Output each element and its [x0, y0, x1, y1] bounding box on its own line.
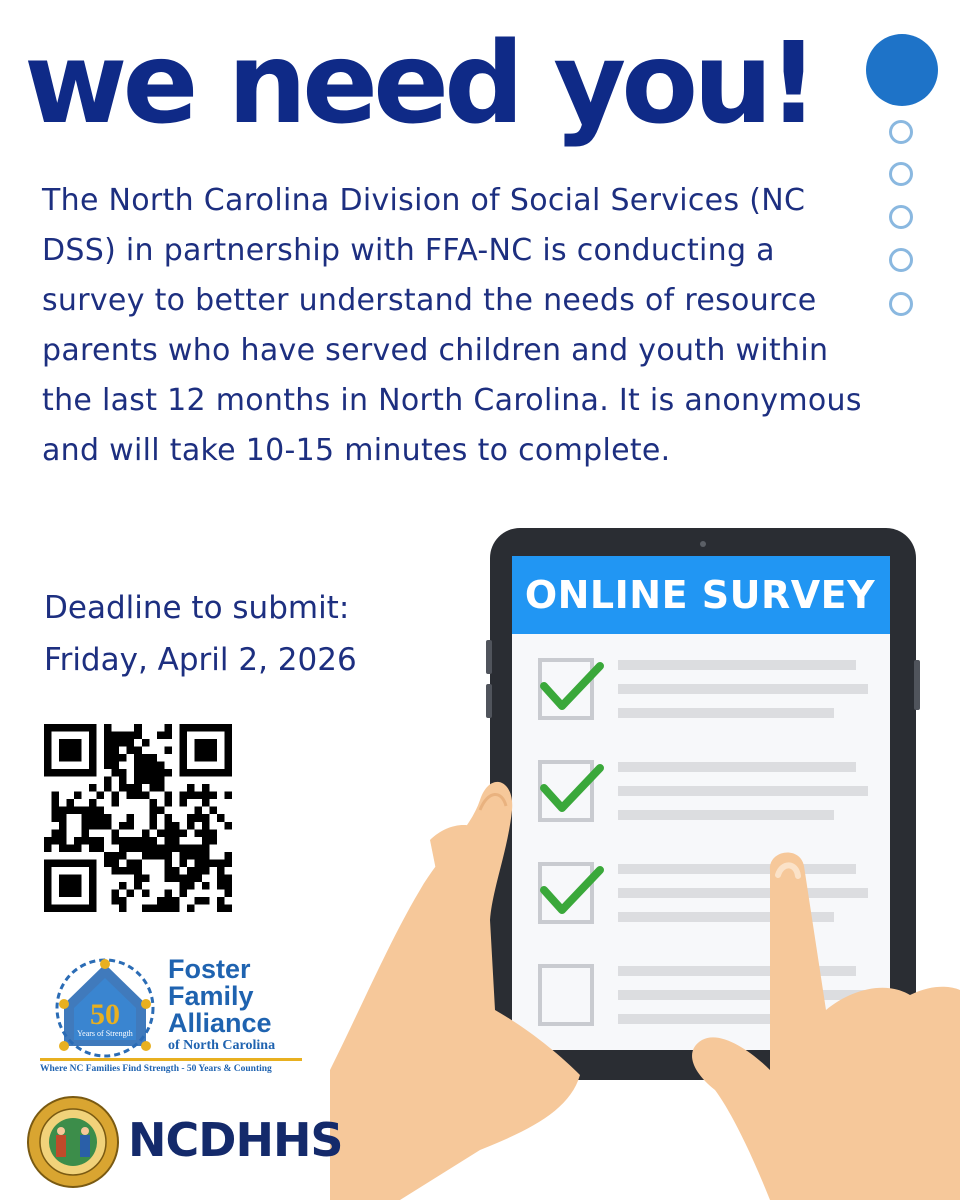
- ffa-badge-number: 50: [90, 998, 120, 1031]
- deadline-date: Friday, April 2, 2026: [44, 642, 357, 678]
- qr-code[interactable]: [44, 724, 232, 912]
- ring-dot: [889, 120, 913, 144]
- deadline-label: Deadline to submit:: [44, 590, 350, 626]
- intro-paragraph: The North Carolina Division of Social Services (NC DSS) in partnership with FFA-NC is conducting a survey to better understand the needs of resource parents who have served children and youth within the last 12 months in North Carolina. It is anonymous and will take 10-15 minutes to complete.: [42, 183, 862, 468]
- survey-title: ONLINE SURVEY: [524, 573, 876, 617]
- ffa-badge-caption: Years of Strength: [77, 1029, 133, 1038]
- ncdhhs-wordmark: NCDHHS: [128, 1113, 343, 1167]
- ring-dot: [889, 248, 913, 272]
- decorative-dots: [862, 34, 942, 324]
- headline: we need you!: [24, 19, 815, 149]
- ffa-name-line2: Family: [168, 981, 254, 1011]
- ring-dot: [889, 162, 913, 186]
- deadline-block: [44, 582, 357, 686]
- ffa-name-sub: of North Carolina: [168, 1038, 276, 1053]
- ffa-name-line1: Foster: [168, 954, 251, 984]
- ring-dot: [889, 205, 913, 229]
- nc-state-seal: [26, 1095, 120, 1189]
- large-dot: [866, 34, 938, 106]
- ffa-tagline: Where NC Families Find Strength - 50 Years & Counting: [40, 1058, 302, 1074]
- ffa-name: [168, 956, 275, 1055]
- ring-dot: [889, 292, 913, 316]
- ffa-name-line3: Alliance: [168, 1008, 272, 1038]
